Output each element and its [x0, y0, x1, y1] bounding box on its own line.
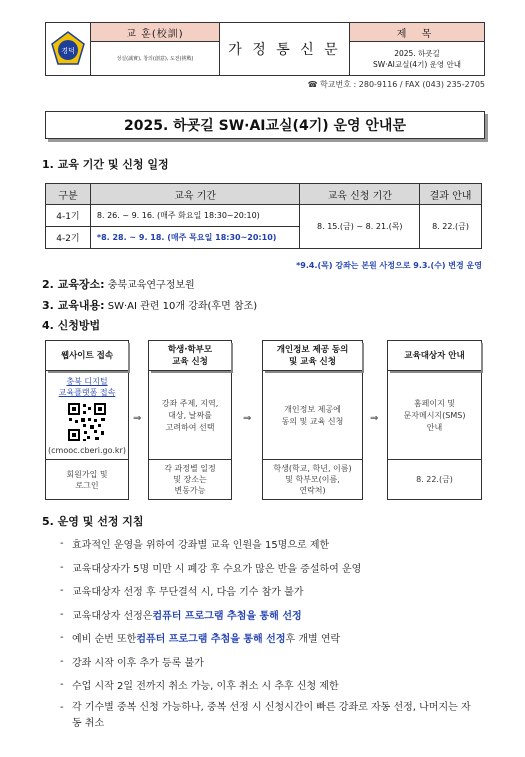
footer-line: 로그인	[75, 480, 99, 490]
body-line: 강좌 주제, 지역,	[161, 399, 219, 408]
subject-line-2: SW·AI교실(4기) 운영 안내	[372, 59, 461, 69]
body-line: 대상, 날짜를	[168, 411, 212, 420]
footer-line: 회원가입 및	[66, 469, 108, 479]
motto-items: 성실(誠實), 창의(創意), 도전(挑戰)	[116, 56, 194, 62]
item-text: 수업 시작 2일 전까지 취소 가능, 이후 취소 시 추후 신청 제한	[72, 681, 339, 693]
item-text: 교육대상자 선정은	[72, 610, 153, 622]
item-text: 각 기수별 중복 신청 가능하나, 중복 선정 시 신청시간이 빠른 강좌로 자동 선정, 나머지는 자동 취소	[72, 701, 471, 729]
period-cell: *8. 28. ~ 9. 18. (매주 목요일 18:30~20:10)	[90, 227, 300, 249]
school-emblem-icon	[49, 30, 87, 68]
flow-step-head: 웹사이트 접속	[46, 341, 128, 371]
head-line: 개인정보 제공 동의	[276, 344, 349, 355]
item-emphasis: 컴퓨터 프로그램 추첨을 통해 선정	[152, 610, 302, 622]
flow-arrow-icon: ⇒	[133, 413, 142, 424]
footer-line: 연락처)	[299, 486, 326, 495]
body-line: 문자메시지(SMS)	[403, 411, 466, 420]
flow-step-body	[263, 372, 362, 460]
subject-title: 제 목	[350, 23, 484, 42]
qr-code-icon[interactable]	[66, 401, 108, 443]
list-item: - 수업 시작 2일 전까지 취소 가능, 이후 취소 시 추후 신청 제한	[60, 679, 339, 693]
flow-step-body	[46, 372, 128, 460]
newsletter-name: 가 정 통 신 문	[220, 23, 350, 75]
list-item: - 각 기수별 중복 신청 가능하나, 중복 선정 시 신청시간이 빠른 강좌로 자동 선정, 나머지는 자동 취소	[60, 697, 490, 733]
flow-arrow-icon: ⇒	[370, 413, 379, 424]
document-title: 2025. 하굣길 SW·AI교실(4기) 운영 안내문	[45, 111, 485, 139]
footer-line: 및 학부모(이름,	[285, 475, 340, 484]
flow-step-footer: 8. 22.(금)	[388, 459, 481, 499]
flow-arrow-icon: ⇒	[243, 413, 252, 424]
item-text: 교육대상자 선정 후 무단결석 시, 다음 기수 참가 불가	[72, 587, 304, 599]
platform-link[interactable]: 충북 디지털	[66, 376, 108, 386]
footer-line: 및 장소는	[173, 475, 207, 484]
flow-step-apply	[148, 340, 232, 500]
newsletter-header	[45, 22, 485, 76]
head-line: 교육 신청	[172, 356, 208, 367]
school-motto	[91, 23, 220, 75]
flow-step-footer	[46, 459, 128, 499]
flow-step-notice	[387, 340, 482, 500]
motto-title: 교 훈(校訓)	[91, 23, 219, 42]
apply-period-cell: 8. 15.(금) ~ 8. 21.(목)	[300, 205, 420, 249]
body-line: 홈페이지 및	[413, 399, 456, 408]
section-3	[42, 297, 257, 313]
item-text: 후 개별 연락	[285, 634, 341, 646]
column-header: 결과 안내	[420, 184, 482, 205]
cohort-cell: 4-2기	[46, 227, 91, 249]
section-3-value: SW·AI 관련 10개 강좌(후면 참조)	[104, 301, 258, 312]
item-text: 효과적인 운영을 위하여 강좌별 교육 인원을 15명으로 제한	[72, 540, 330, 552]
schedule-note: *9.4.(목) 강좌는 본원 사정으로 9.3.(수) 변경 운영	[296, 261, 482, 270]
list-item: - 강좌 시작 이후 추가 등록 불가	[60, 655, 204, 669]
body-line: 동의 및 교육 신청	[281, 417, 344, 426]
cohort-cell: 4-1기	[46, 205, 91, 227]
flow-step-head	[149, 341, 231, 371]
column-header: 구분	[46, 184, 91, 205]
flow-step-footer	[263, 459, 362, 499]
table-header-row	[46, 184, 482, 205]
head-line: 학생·학부모	[167, 344, 213, 355]
list-item: - 교육대상자가 5명 미만 시 폐강 후 수요가 많은 반을 증설하여 운영	[60, 561, 362, 575]
section-1-heading: 1. 교육 기간 및 신청 일정	[42, 158, 169, 171]
footer-line: 변동가능	[174, 486, 206, 495]
item-text: 강좌 시작 이후 추가 등록 불가	[72, 657, 204, 669]
flow-step-website	[45, 340, 129, 500]
flow-step-head	[263, 341, 362, 371]
column-header: 교육 기간	[90, 184, 300, 205]
list-item: - 효과적인 운영을 위하여 강좌별 교육 인원을 15명으로 제한	[60, 538, 330, 552]
subject-line-1: 2025. 하굣길	[394, 48, 440, 58]
section-3-label: 3. 교육내용:	[42, 299, 105, 312]
list-item: - 예비 순번 또한 컴퓨터 프로그램 추첨을 통해 선정 후 개별 연락	[60, 632, 341, 646]
item-emphasis: 컴퓨터 프로그램 추첨을 통해 선정	[136, 634, 286, 646]
item-text: 교육대상자가 5명 미만 시 폐강 후 수요가 많은 반을 증설하여 운영	[72, 563, 362, 575]
list-item: - 교육대상자 선정은 컴퓨터 프로그램 추첨을 통해 선정	[60, 608, 302, 622]
item-text: 예비 순번 또한	[72, 634, 137, 646]
flow-step-head: 교육대상자 안내	[388, 341, 481, 371]
body-line: 고려하여 선택	[165, 423, 215, 432]
flow-step-body	[388, 372, 481, 460]
section-2-label: 2. 교육장소:	[42, 278, 105, 291]
footer-line: 학생(학교, 학년, 이름)	[273, 464, 352, 473]
subject-body	[350, 42, 484, 75]
schedule-table	[45, 183, 482, 249]
footer-line: 각 과정별 일정	[164, 464, 216, 473]
head-line: 및 교육 신청	[289, 356, 336, 367]
flow-step-footer	[149, 459, 231, 499]
column-header: 교육 신청 기간	[300, 184, 420, 205]
platform-link[interactable]: 교육플랫폼 접속	[58, 387, 116, 397]
section-2-value: 충북교육연구정보원	[104, 280, 195, 291]
subject-cell	[350, 23, 484, 75]
table-row	[46, 205, 482, 227]
list-item: - 교육대상자 선정 후 무단결석 시, 다음 기수 참가 불가	[60, 585, 304, 599]
guideline-list	[60, 532, 490, 733]
result-date-cell: 8. 22.(금)	[420, 205, 482, 249]
school-contact: ☎ 학교번호 : 280-9116 / FAX (043) 235-2705	[307, 80, 485, 89]
platform-url: (cmooc.cberi.go.kr)	[48, 445, 126, 455]
school-logo	[46, 23, 91, 75]
period-cell: 8. 26. ~ 9. 16. (매주 화요일 18:30~20:10)	[90, 205, 300, 227]
logo-text: 경덕	[61, 47, 75, 55]
section-4-heading: 4. 신청방법	[42, 319, 101, 332]
body-line: 안내	[426, 423, 443, 432]
flow-step-consent	[262, 340, 363, 500]
section-2	[42, 276, 195, 292]
body-line: 개인정보 제공에	[284, 405, 341, 414]
flow-step-body	[149, 372, 231, 460]
section-5-heading: 5. 운영 및 선정 지침	[42, 515, 144, 528]
